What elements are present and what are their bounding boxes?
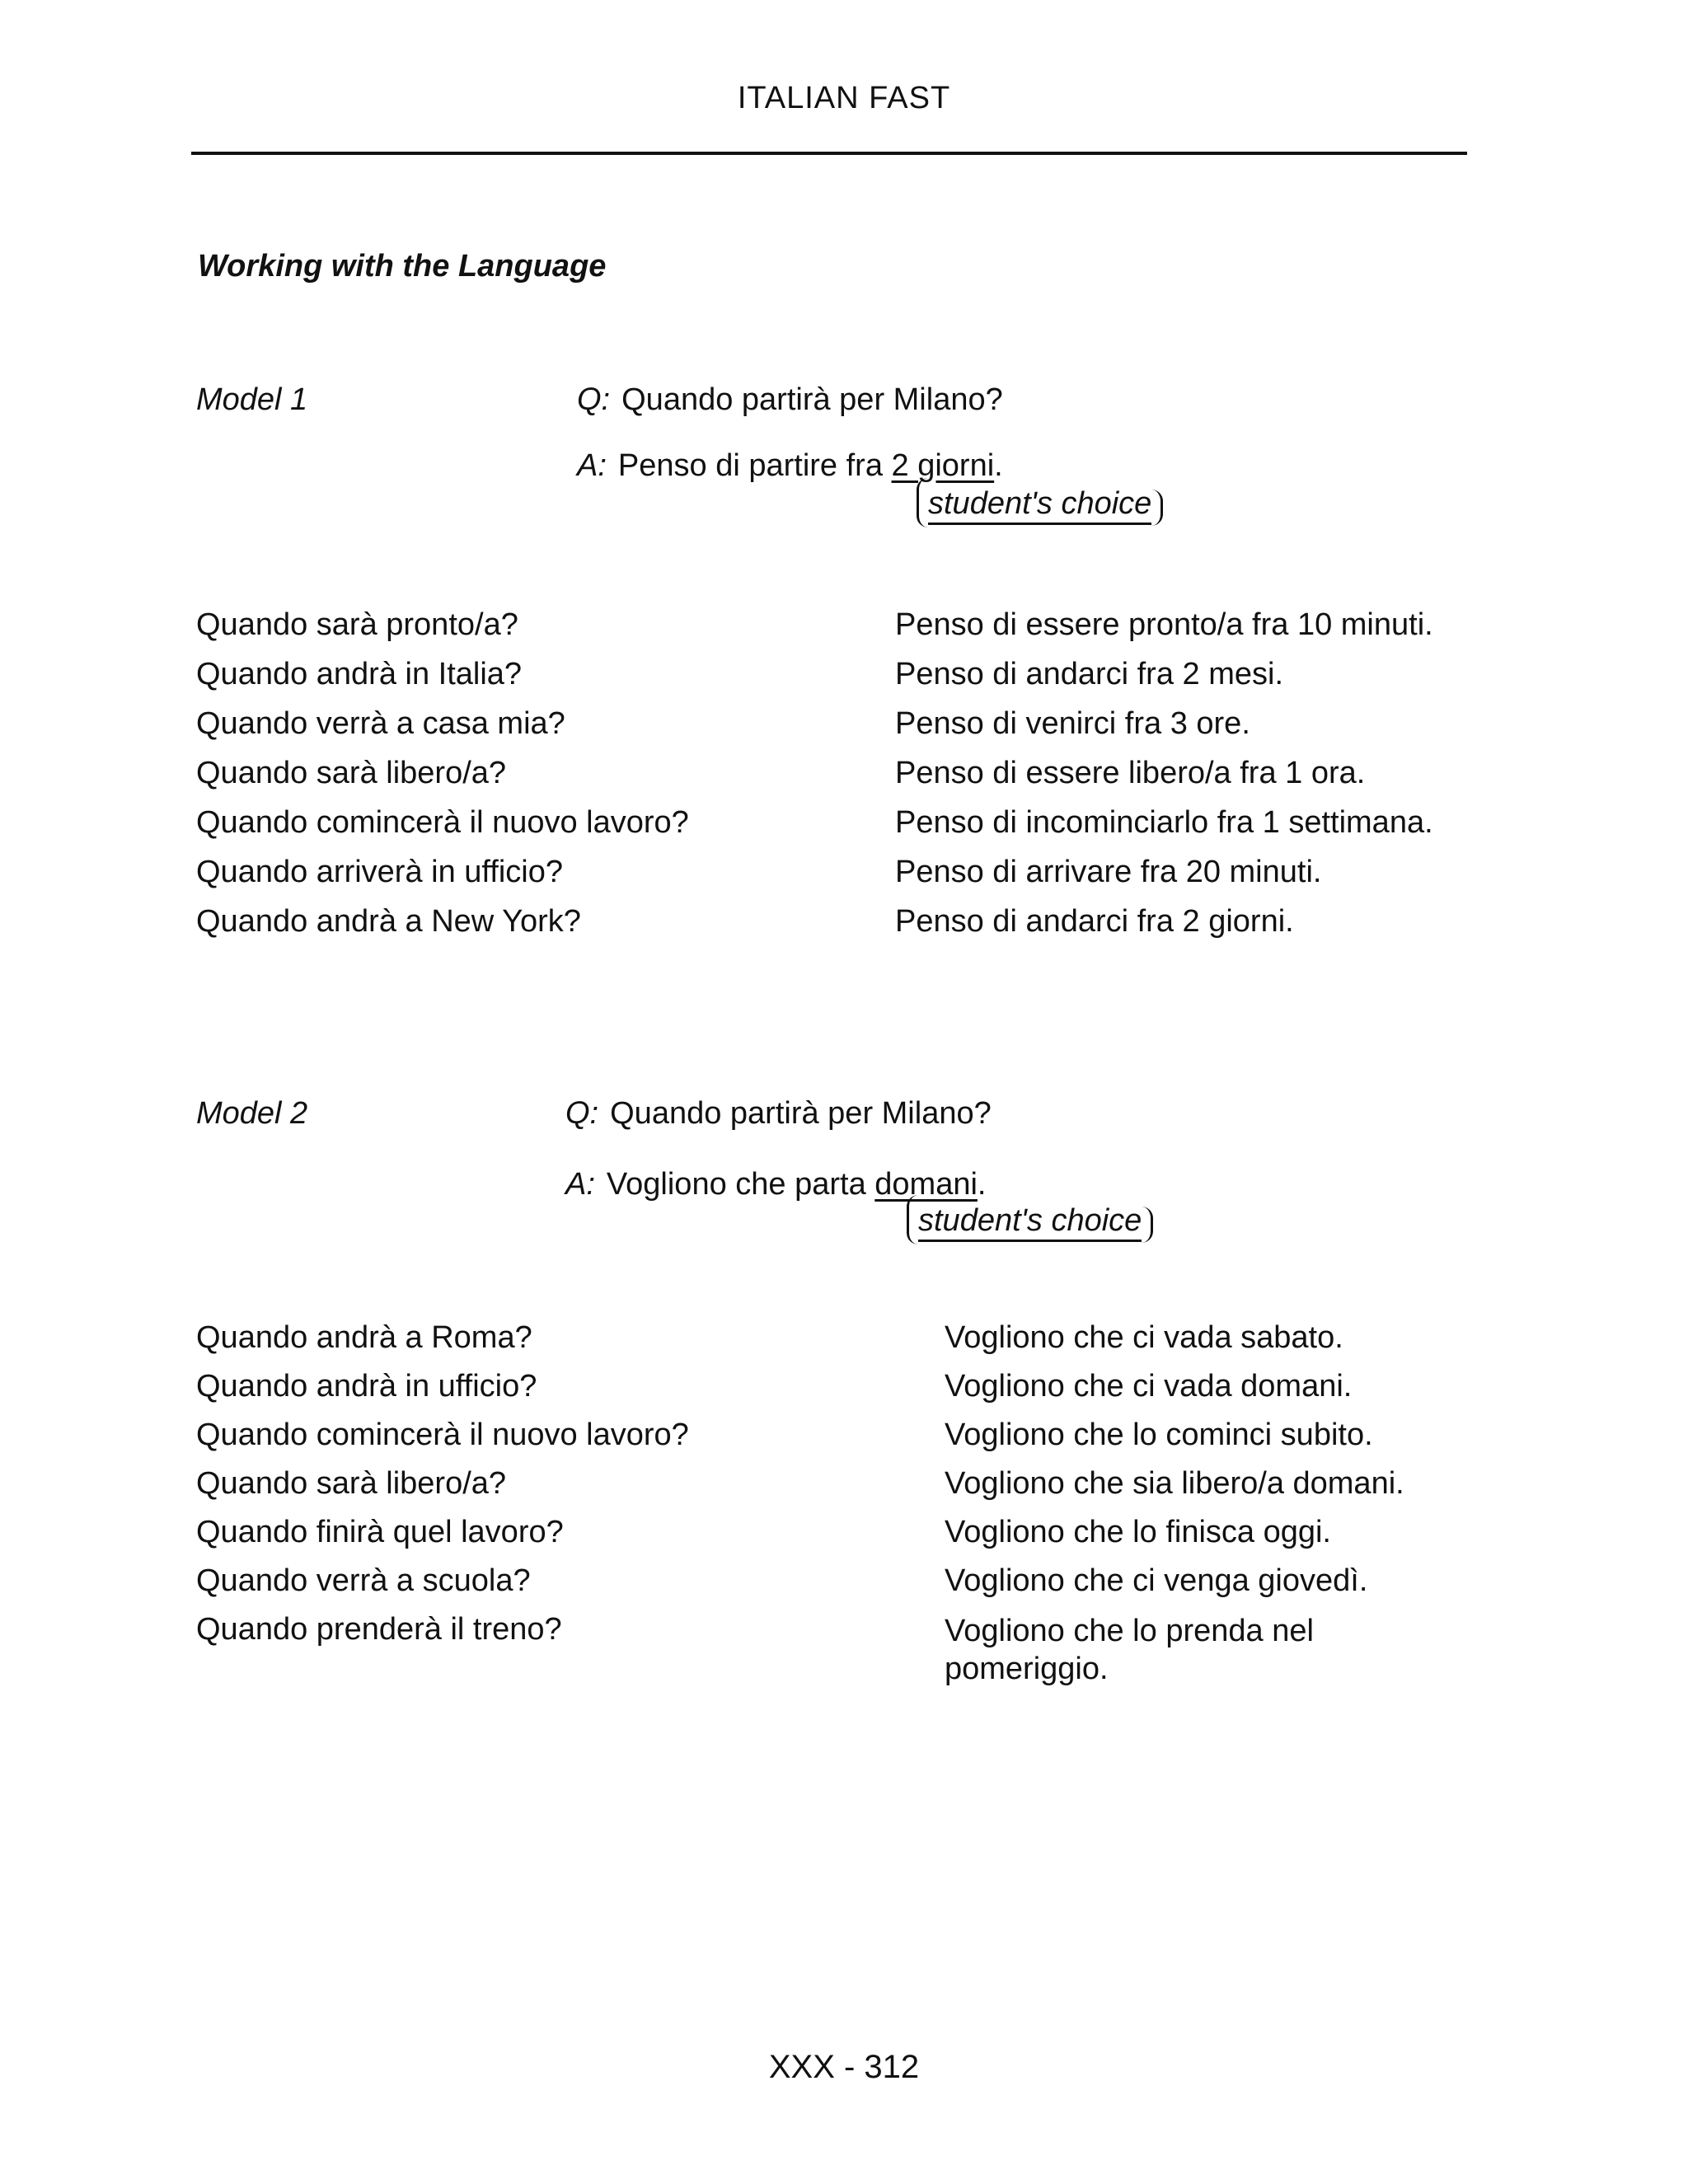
list-item: Quando comincerà il nuovo lavoro? — [196, 805, 689, 840]
list-item: Quando andrà a New York? — [196, 904, 581, 939]
model-1-note-text: student's choice — [928, 486, 1151, 525]
list-item: Penso di arrivare fra 20 minuti. — [895, 855, 1322, 889]
page-number: XXX - 312 — [768, 2049, 920, 2085]
a-marker: A: — [565, 1167, 595, 1202]
model-2-answer-choice: domani — [874, 1167, 978, 1202]
model-2-answer-prefix: Vogliono che parta — [606, 1167, 875, 1202]
note-bracket-right — [1146, 490, 1163, 526]
list-item: Quando comincerà il nuovo lavoro? — [196, 1418, 689, 1452]
list-item: Penso di incominciarlo fra 1 settimana. — [895, 805, 1433, 840]
list-item: Quando andrà a Roma? — [196, 1320, 532, 1355]
section-title: Working with the Language — [198, 249, 607, 284]
model-2-answers-list — [945, 1314, 1406, 1688]
model-2-answer-suffix: . — [977, 1167, 987, 1202]
model-1-answer — [577, 448, 1003, 484]
list-item: Penso di andarci fra 2 mesi. — [895, 657, 1284, 691]
list-item: Vogliono che lo finisca oggi. — [945, 1515, 1331, 1549]
q-marker: Q: — [577, 382, 611, 417]
list-item: Penso di venirci fra 3 ore. — [895, 706, 1250, 741]
model-1-questions-list — [196, 600, 689, 946]
model-1-note — [928, 486, 1151, 522]
list-item: Quando prenderà il treno? — [196, 1612, 562, 1647]
model-1-label: Model 1 — [196, 382, 308, 417]
list-item: Vogliono che lo prenda nel pomeriggio. — [945, 1614, 1314, 1686]
list-item: Vogliono che ci vada domani. — [945, 1369, 1353, 1404]
model-2-question — [565, 1096, 992, 1132]
model-2-questions-list — [196, 1314, 689, 1654]
model-1-question — [577, 382, 1003, 418]
model-1-answer-prefix: Penso di partire fra — [617, 448, 892, 483]
list-item: Quando sarà libero/a? — [196, 1466, 507, 1501]
list-item: Quando verrà a scuola? — [196, 1563, 531, 1598]
list-item: Quando finirà quel lavoro? — [196, 1515, 564, 1549]
list-item: Vogliono che ci vada sabato. — [945, 1320, 1343, 1355]
list-item: Quando andrà in ufficio? — [196, 1369, 537, 1404]
note-bracket-right — [1136, 1207, 1153, 1243]
page-header-title: ITALIAN FAST — [737, 81, 951, 115]
header-divider — [191, 152, 1467, 155]
model-2-note — [918, 1203, 1142, 1239]
model-1-answer-suffix: . — [994, 448, 1003, 483]
model-2-label: Model 2 — [196, 1096, 308, 1131]
list-item: Quando sarà pronto/a? — [196, 607, 518, 642]
list-item: Vogliono che sia libero/a domani. — [945, 1466, 1404, 1501]
q-marker: Q: — [565, 1096, 599, 1131]
list-item: Quando verrà a casa mia? — [196, 706, 565, 741]
list-item: Vogliono che lo cominci subito. — [945, 1418, 1373, 1452]
note-bracket-left — [917, 478, 937, 527]
model-2-question-text: Quando partirà per Milano? — [610, 1096, 992, 1131]
list-item: Quando andrà in Italia? — [196, 657, 523, 691]
list-item: Penso di andarci fra 2 giorni. — [895, 904, 1294, 939]
model-1-answer-choice: 2 giorni — [891, 448, 995, 483]
list-item: Quando arriverà in ufficio? — [196, 855, 563, 889]
list-item: Quando sarà libero/a? — [196, 756, 507, 790]
model-1-question-text: Quando partirà per Milano? — [621, 382, 1003, 417]
note-bracket-left — [907, 1195, 927, 1244]
model-1-answers-list — [895, 600, 1433, 946]
list-item: Vogliono che ci venga giovedì. — [945, 1563, 1368, 1598]
list-item: Penso di essere pronto/a fra 10 minuti. — [895, 607, 1433, 642]
list-item: Penso di essere libero/a fra 1 ora. — [895, 756, 1366, 790]
a-marker: A: — [577, 448, 607, 483]
model-2-note-text: student's choice — [918, 1203, 1142, 1242]
